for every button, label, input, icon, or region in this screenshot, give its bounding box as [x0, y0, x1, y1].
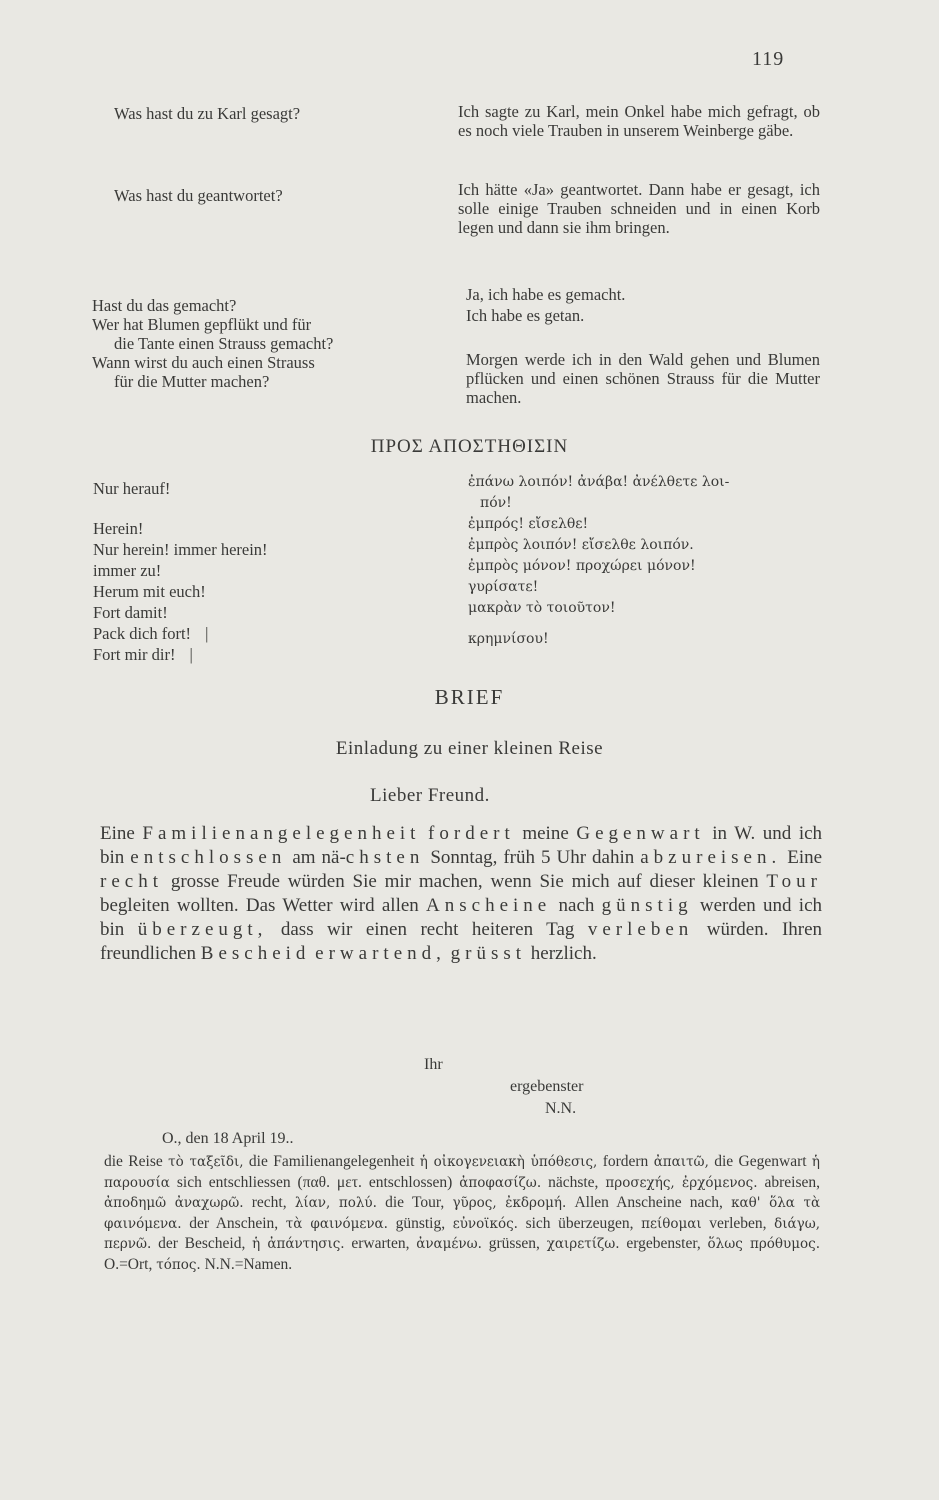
command-de: Fort mir dir! |: [93, 645, 193, 664]
vocab-gr: ἡ παρουσία: [104, 1154, 821, 1191]
letter-subtitle: Einladung zu einer kleinen Reise: [335, 738, 604, 759]
vocab-de: der Anschein,: [189, 1214, 279, 1232]
vocab-de: günstig,: [395, 1214, 446, 1232]
vocab-de: abreisen,: [764, 1173, 820, 1191]
command-de: immer zu!: [93, 561, 162, 580]
vocab-gr: τόπος.: [156, 1256, 201, 1273]
answer-4: Ich habe es getan.: [466, 306, 585, 325]
command-gr: γυρίσατε!: [468, 579, 539, 595]
answer-5: Morgen werde ich in den Wald gehen und Blumen pflücken und einen schönen Strauss für die Mutter machen.: [466, 350, 820, 407]
command-de: Herum mit euch!: [93, 582, 206, 601]
vocab-de: sich überzeugen,: [525, 1214, 634, 1232]
vocab-gr: ἀναμένω.: [416, 1236, 482, 1252]
vocab-gr: διάγω, περνῶ.: [104, 1215, 821, 1252]
vocab-gr: ἡ οἰκογενειακὴ ὑπόθεσις,: [419, 1154, 598, 1170]
commands-greek: [468, 472, 828, 650]
vocab-gr: προσεχής, ἐρχόμενος.: [605, 1174, 758, 1191]
command-gr: ἐμπρὸς μόνον! προχώρει μόνον!: [468, 558, 696, 574]
question-2: Was hast du geantwortet?: [114, 186, 283, 205]
question-3: Hast du das gemacht?: [92, 296, 237, 315]
answer-1: Ich sagte zu Karl, mein Onkel habe mich gefragt, ob es noch viele Trauben in unserem Weinberge gäbe.: [458, 102, 820, 140]
question-5-line-1: Wann wirst du auch einen Strauss: [92, 353, 315, 372]
vocab-de: Allen Anscheine nach,: [574, 1194, 723, 1211]
vocab-de: die Reise: [104, 1153, 163, 1170]
vocab-de: recht,: [251, 1194, 287, 1211]
command-gr: μακρὰν τὸ τοιοῦτον!: [468, 600, 616, 616]
command-de: Pack dich fort! |: [93, 624, 209, 643]
question-4: [92, 315, 460, 353]
command-gr: πόν!: [480, 495, 512, 511]
command-de: Herein!: [93, 519, 144, 538]
vocab-gr: ἀποφασίζω.: [459, 1174, 542, 1191]
command-gr: ἐμπρὸς λοιπόν! εἴσελθε λοιπόν.: [468, 537, 694, 553]
vocab-gr: ἡ ἀπάντησις.: [252, 1236, 345, 1252]
vocab-de: der Bescheid,: [158, 1235, 246, 1252]
letter-body: Eine Familienangelegenheit fordert meine Gegenwart in W. und ich bin entschlossen am nä-chsten Sonntag, früh 5 Uhr dahin abzureisen. Eine recht grosse Freude würden Sie mir machen, wenn Sie mich auf dieser kleinen Tour begleiten wollten. Das Wetter wird allen Anscheine nach günstig werden und ich bin überzeugt, dass wir einen recht heiteren Tag verleben würden. Ihren freundlichen Bescheid erwartend, grüsst herzlich.: [100, 823, 823, 964]
vocab-de: nächste,: [548, 1173, 599, 1191]
command-de: Nur herein! immer herein!: [93, 540, 268, 559]
vocab-gr: τὸ ταξεῖδι,: [168, 1154, 244, 1170]
section-heading: ΠΡΟΣ ΑΠΟΣΤΗΘΙΣΙΝ: [370, 436, 569, 457]
question-4-line-2: die Tante einen Strauss gemacht?: [114, 334, 334, 353]
letter-greeting: Lieber Freund.: [370, 785, 490, 806]
answer-3: Ja, ich habe es gemacht.: [466, 285, 626, 304]
command-de: Nur herauf!: [93, 479, 171, 498]
vocab-de: O.=Ort,: [104, 1255, 153, 1273]
command-de: Fort damit!: [93, 603, 168, 622]
letter-closing-ergebenster: ergebenster: [510, 1078, 584, 1095]
vocab-gr: τὰ φαινόμενα.: [285, 1215, 388, 1232]
command-gr: κρημνίσου!: [468, 631, 549, 647]
vocab-de: verleben,: [709, 1214, 767, 1232]
vocab-gr: γῦρος, ἐκδρομή.: [452, 1195, 567, 1211]
vocab-de: die Tour,: [385, 1194, 445, 1211]
vocab-de: die Gegenwart: [714, 1153, 807, 1170]
vocab-de: ergebenster,: [626, 1235, 701, 1252]
question-4-line-1: Wer hat Blumen gepflükt und für: [92, 315, 312, 334]
letter-dateline: O., den 18 April 19..: [162, 1130, 294, 1147]
vocab-gr: ἀπαιτῶ,: [653, 1154, 709, 1170]
answer-2: Ich hätte «Ja» geantwortet. Dann habe er gesagt, ich solle einige Trauben schneiden und in einen Korb legen und dann sie ihm bringen.: [458, 180, 820, 237]
vocab-de: fordern: [602, 1153, 649, 1170]
vocab-gr: ἀποδημῶ ἀναχωρῶ.: [104, 1195, 244, 1211]
letter-signature: N.N.: [545, 1100, 577, 1117]
vocab-gr: καθ' ὅλα τὰ φαινόμενα.: [104, 1195, 821, 1232]
letter-title: BRIEF: [434, 685, 505, 709]
vocab-gr: ὅλως πρόθυμος.: [707, 1236, 821, 1252]
command-gr: ἐπάνω λοιπόν! ἀνάβα! ἀνέλθετε λοι-: [468, 474, 730, 490]
vocab-de: N.N.=Namen.: [204, 1255, 293, 1273]
question-5: [92, 353, 460, 391]
commands-german: [93, 478, 413, 665]
vocab-de: die Familienangelegenheit: [248, 1153, 415, 1170]
vocab-de: erwarten,: [351, 1235, 410, 1252]
vocabulary-list: [104, 1152, 820, 1275]
vocab-gr: εὐνοϊκός.: [452, 1215, 518, 1232]
vocab-gr: λίαν, πολύ.: [294, 1195, 377, 1211]
page-number: 119: [752, 48, 785, 70]
command-gr: ἐμπρός! εἴσελθε!: [468, 516, 589, 532]
question-1: Was hast du zu Karl gesagt?: [114, 104, 301, 123]
vocab-de: sich entschliessen (παθ. μετ. entschlossen): [176, 1173, 453, 1191]
question-5-line-2: für die Mutter machen?: [114, 372, 270, 391]
letter-closing-ihr: Ihr: [424, 1056, 443, 1073]
vocab-gr: χαιρετίζω.: [546, 1236, 620, 1252]
vocab-de: grüssen,: [488, 1235, 540, 1252]
vocab-gr: πείθομαι: [641, 1215, 702, 1232]
